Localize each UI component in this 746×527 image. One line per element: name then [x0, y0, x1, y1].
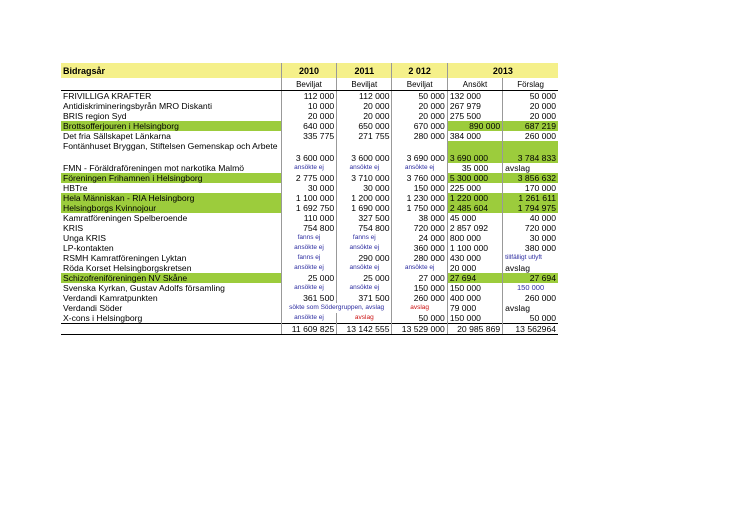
row-value: 150 000 [447, 283, 502, 293]
row-name: KRIS [63, 223, 84, 233]
table-row [61, 273, 558, 283]
row-value: 112 000 [281, 91, 336, 102]
row-name: Verdandi Söder [63, 303, 123, 313]
row-value: 25 000 [281, 273, 336, 283]
row-name: X-cons i Helsingborg [63, 313, 143, 323]
row-value: ansökte ej [281, 163, 336, 173]
table-row [61, 313, 558, 324]
row-value: tillfälligt utlyft [503, 253, 558, 263]
row-value: 1 794 975 [503, 203, 558, 213]
row-value: fanns ej [281, 253, 336, 263]
row-name: FMN - Föräldraföreningen mot narkotika Malmö [63, 163, 245, 173]
row-value: 3 784 833 [503, 141, 558, 163]
row-value: avslag [503, 303, 558, 313]
row-value: 327 500 [337, 213, 392, 223]
row-value: 1 750 000 [392, 203, 447, 213]
row-value: 280 000 [392, 131, 447, 141]
row-value: 1 692 750 [281, 203, 336, 213]
row-value: 3 600 000 [281, 141, 336, 163]
row-value: 1 200 000 [337, 193, 392, 203]
row-value: 35 000 [447, 163, 502, 173]
row-name: Schizofreniföreningen NV Skåne [61, 273, 281, 283]
header-year-2011: 2011 [337, 63, 392, 78]
header-row [61, 63, 558, 78]
row-name: Svenska Kyrkan, Gustav Adolfs församling [63, 283, 225, 293]
row-value: 79 000 [447, 303, 502, 313]
table-row [61, 193, 558, 203]
row-value: 27 694 [503, 273, 558, 283]
row-value: 30 000 [337, 183, 392, 193]
row-value: 271 755 [337, 131, 392, 141]
row-value: 400 000 [447, 293, 502, 303]
row-value: 20 000 [392, 111, 447, 121]
table-row [61, 203, 558, 213]
row-value: ansökte ej [281, 263, 336, 273]
row-name: FRIVILLIGA KRAFTER [63, 91, 152, 101]
table-row [61, 243, 558, 253]
header-label: Bidragsår [61, 63, 281, 78]
table-row [61, 131, 558, 141]
row-value: 430 000 [447, 253, 502, 263]
row-value: 24 000 [392, 233, 447, 243]
row-name: Hela Människan - RIA Helsingborg [61, 193, 281, 203]
row-name: Verdandi Kamratpunkten [63, 293, 158, 303]
row-value: ansökte ej [337, 263, 392, 273]
row-name: LP-kontakten [63, 243, 114, 253]
row-value: 40 000 [503, 213, 558, 223]
row-value: avslag [337, 313, 392, 324]
row-value: 260 000 [503, 293, 558, 303]
row-note: sökte som Södergruppen, avslag [281, 303, 392, 313]
row-value: 360 000 [392, 243, 447, 253]
grant-table-sheet [61, 63, 558, 335]
row-value: 3 690 000 [392, 141, 447, 163]
row-value: 380 000 [503, 243, 558, 253]
totals-label [61, 324, 281, 335]
row-value: 20 000 [503, 111, 558, 121]
row-name: HBTre [63, 183, 88, 193]
row-value: 650 000 [337, 121, 392, 131]
row-name: Röda Korset Helsingborgskretsen [63, 263, 192, 273]
row-value: 38 000 [392, 213, 447, 223]
row-value: 50 000 [503, 313, 558, 324]
row-value: 720 000 [392, 223, 447, 233]
table-row [61, 173, 558, 183]
row-value: 20 000 [337, 111, 392, 121]
row-value: avslag [392, 303, 447, 313]
row-value: 1 230 000 [392, 193, 447, 203]
row-value: 687 219 [503, 121, 558, 131]
row-value: 260 000 [503, 131, 558, 141]
row-value: 754 800 [281, 223, 336, 233]
row-value: 170 000 [503, 183, 558, 193]
row-value: 10 000 [281, 101, 336, 111]
row-name: Antidiskrimineringsbyrån MRO Diskanti [63, 101, 213, 111]
table-row [61, 213, 558, 223]
row-value: ansökte ej [392, 263, 447, 273]
row-value: 384 000 [447, 131, 502, 141]
table-row [61, 183, 558, 193]
row-value: 5 300 000 [447, 173, 502, 183]
row-name: Brottsofferjouren i Helsingborg [61, 121, 281, 131]
table-row [61, 293, 558, 303]
row-value: 890 000 [447, 121, 502, 131]
row-value: 720 000 [503, 223, 558, 233]
row-value: ansökte ej [337, 243, 392, 253]
row-value: 1 261 611 [503, 193, 558, 203]
row-value: 3 690 000 [447, 141, 502, 163]
table-row [61, 233, 558, 243]
row-value: 50 000 [503, 91, 558, 102]
row-value: 112 000 [337, 91, 392, 102]
row-value: 640 000 [281, 121, 336, 131]
row-value: 3 760 000 [392, 173, 447, 183]
row-value: 260 000 [392, 293, 447, 303]
row-value: 110 000 [281, 213, 336, 223]
row-value: 335 775 [281, 131, 336, 141]
row-value: 3 600 000 [337, 141, 392, 163]
table-row [61, 91, 558, 102]
row-name: Unga KRIS [63, 233, 106, 243]
grant-table [61, 63, 558, 335]
row-value: 361 500 [281, 293, 336, 303]
row-value: 275 500 [447, 111, 502, 121]
subheader-cell: Beviljat [337, 78, 392, 91]
row-value: ansökte ej [337, 283, 392, 293]
table-row [61, 141, 558, 163]
row-value: 30 000 [503, 233, 558, 243]
row-value: 132 000 [447, 91, 502, 102]
row-name: Fontänhuset Bryggan, Stiftelsen Gemenskap och Arbete [63, 141, 278, 151]
table-row [61, 163, 558, 173]
row-value: 1 690 000 [337, 203, 392, 213]
subheader-empty [61, 78, 281, 91]
table-body [61, 91, 558, 324]
subheader-cell: Beviljat [281, 78, 336, 91]
row-value: ansökte ej [281, 243, 336, 253]
row-name: RSMH Kamratföreningen Lyktan [63, 253, 187, 263]
row-value: 3 856 632 [503, 173, 558, 183]
row-value: avslag [503, 263, 558, 273]
row-value: 371 500 [337, 293, 392, 303]
row-value: 30 000 [281, 183, 336, 193]
total-2013-forslag: 13 562964 [503, 324, 558, 335]
row-value: 20 000 [337, 101, 392, 111]
table-row [61, 283, 558, 293]
row-value: 290 000 [337, 253, 392, 263]
total-2011: 13 142 555 [337, 324, 392, 335]
table-row [61, 303, 558, 313]
table-row [61, 121, 558, 131]
header-year-2012: 2 012 [392, 63, 447, 78]
row-name: Det fria Sällskapet Länkarna [63, 131, 171, 141]
row-value: 267 979 [447, 101, 502, 111]
row-value: 3 710 000 [337, 173, 392, 183]
table-row [61, 253, 558, 263]
row-value: 150 000 [447, 313, 502, 324]
row-value: avslag [503, 163, 558, 173]
row-value: 1 100 000 [281, 193, 336, 203]
table-row [61, 223, 558, 233]
row-value: 800 000 [447, 233, 502, 243]
total-2010: 11 609 825 [281, 324, 336, 335]
row-value: 1 100 000 [447, 243, 502, 253]
row-value: 150 000 [503, 283, 558, 293]
row-value: fanns ej [281, 233, 336, 243]
row-value: 150 000 [392, 183, 447, 193]
total-2012: 13 529 000 [392, 324, 447, 335]
row-value: ansökte ej [392, 163, 447, 173]
row-value: ansökte ej [281, 313, 336, 324]
row-value: 150 000 [392, 283, 447, 293]
row-name: BRIS region Syd [63, 111, 127, 121]
row-value: 20 000 [503, 101, 558, 111]
row-name: Helsingborgs Kvinnojour [61, 203, 281, 213]
total-2013-ansokt: 20 985 869 [447, 324, 502, 335]
row-name: Kamratföreningen Spelberoende [63, 213, 188, 223]
row-value: 50 000 [392, 313, 447, 324]
row-value: 2 485 604 [447, 203, 502, 213]
row-value: 280 000 [392, 253, 447, 263]
subheader-cell: Beviljat [392, 78, 447, 91]
row-value: ansökte ej [281, 283, 336, 293]
subheader-row [61, 78, 558, 91]
subheader-cell: Förslag [503, 78, 558, 91]
row-value: 225 000 [447, 183, 502, 193]
row-value: 45 000 [447, 213, 502, 223]
row-value: fanns ej [337, 233, 392, 243]
table-row [61, 101, 558, 111]
table-row [61, 263, 558, 273]
row-value: 2 857 092 [447, 223, 502, 233]
row-value: 754 800 [337, 223, 392, 233]
row-name: Föreningen Frihamnen i Helsingborg [61, 173, 281, 183]
row-value: 50 000 [392, 91, 447, 102]
table-row [61, 111, 558, 121]
row-value: 27 694 [447, 273, 502, 283]
subheader-cell: Ansökt [447, 78, 502, 91]
row-value: 20 000 [447, 263, 502, 273]
row-value: 20 000 [281, 111, 336, 121]
row-value: 2 775 000 [281, 173, 336, 183]
row-value: 20 000 [392, 101, 447, 111]
row-value: 1 220 000 [447, 193, 502, 203]
header-year-2013: 2013 [447, 63, 558, 78]
header-year-2010: 2010 [281, 63, 336, 78]
row-value: ansökte ej [337, 163, 392, 173]
totals-row [61, 324, 558, 335]
row-value: 27 000 [392, 273, 447, 283]
row-value: 25 000 [337, 273, 392, 283]
row-value: 670 000 [392, 121, 447, 131]
